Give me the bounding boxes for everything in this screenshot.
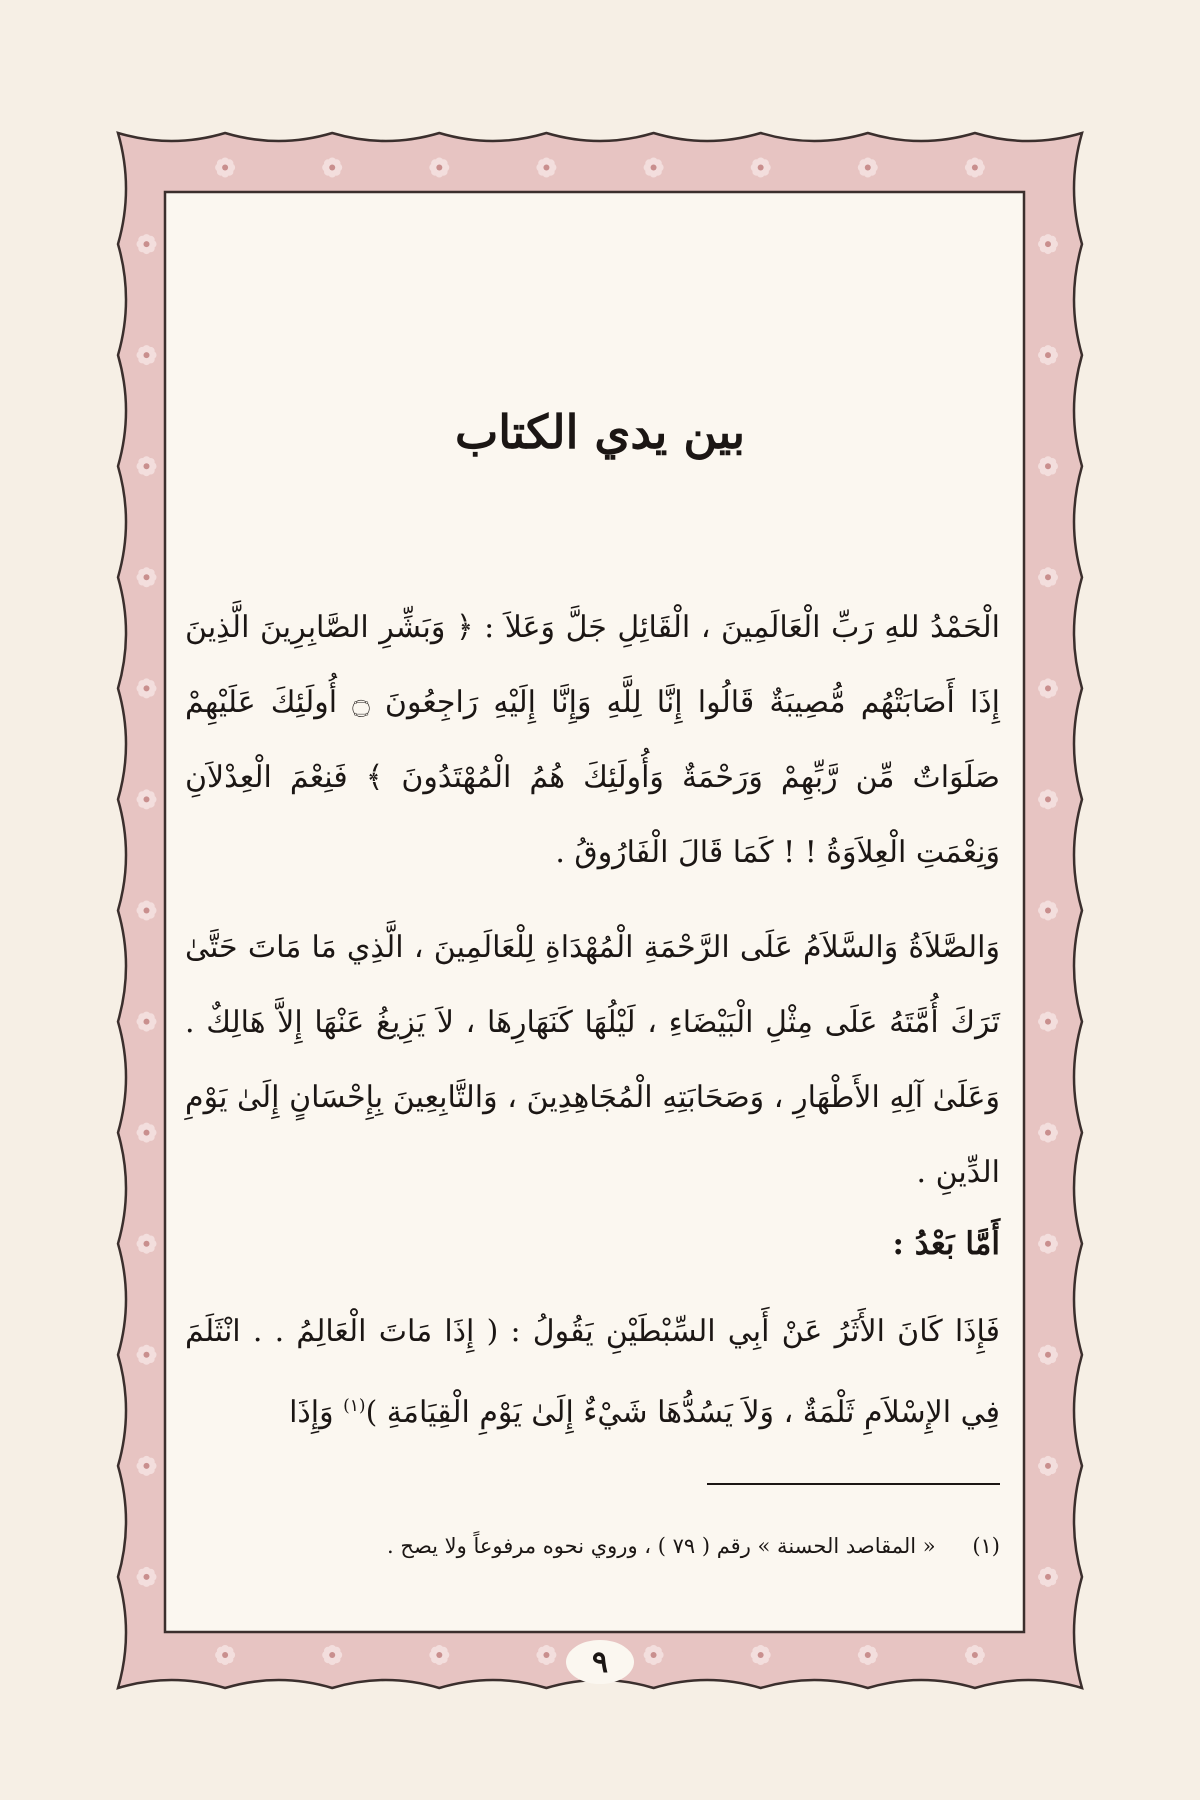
- page-title: بين يدي الكتاب: [454, 405, 746, 459]
- rosette-icon: [1038, 901, 1058, 921]
- rosette-icon: [215, 158, 235, 178]
- rosette-icon: [137, 1234, 157, 1254]
- rosette-icon: [137, 456, 157, 476]
- rosette-icon: [137, 567, 157, 587]
- rosette-icon: [751, 1645, 771, 1665]
- rosette-icon: [137, 1456, 157, 1476]
- footnote-divider: [707, 1483, 1000, 1485]
- rosette-icon: [536, 158, 556, 178]
- rosette-icon: [1038, 1012, 1058, 1032]
- rosette-icon: [1038, 1345, 1058, 1365]
- rosette-icon: [137, 234, 157, 254]
- rosette-icon: [1038, 1123, 1058, 1143]
- main-text: [185, 590, 1000, 1450]
- rosette-icon: [429, 1645, 449, 1665]
- rosette-icon: [1038, 1456, 1058, 1476]
- paragraph-athar-text: فَإِذَا كَانَ الأَثَرُ عَنْ أَبِي السِّبْطَيْنِ يَقُولُ : ( إِذَا مَاتَ الْعَالِمُ . . انْثَلَمَ فِي الإِسْلاَمِ ثَلْمَةٌ ، وَلاَ يَسُدُّهَا شَيْءٌ إِلَىٰ يَوْمِ الْقِيَامَةِ ): [185, 1314, 1000, 1430]
- rosette-icon: [1038, 234, 1058, 254]
- rosette-icon: [1038, 789, 1058, 809]
- paragraph-athar-continuation: وَإِذَا: [289, 1395, 344, 1430]
- rosette-icon: [1038, 456, 1058, 476]
- rosette-icon: [965, 1645, 985, 1665]
- rosette-icon: [322, 158, 342, 178]
- rosette-icon: [536, 1645, 556, 1665]
- footnote-text: « المقاصد الحسنة » رقم ( ٧٩ ) ، وروي نحوه مرفوعاً ولا يصح .: [387, 1534, 936, 1558]
- rosette-icon: [137, 1123, 157, 1143]
- rosette-icon: [644, 1645, 664, 1665]
- rosette-icon: [644, 158, 664, 178]
- rosette-icon: [858, 1645, 878, 1665]
- paragraph-salutation: وَالصَّلاَةُ وَالسَّلاَمُ عَلَى الرَّحْمَةِ الْمُهْدَاةِ لِلْعَالَمِينَ ، الَّذِي مَا مَاتَ حَتَّىٰ تَرَكَ أُمَّتَهُ عَلَى مِثْلِ الْبَيْضَاءِ ، لَيْلُهَا كَنَهَارِهَا ، لاَ يَزِيغُ عَنْهَا إِلاَّ هَالِكٌ . وَعَلَىٰ آلِهِ الأَطْهَارِ ، وَصَحَابَتِهِ الْمُجَاهِدِينَ ، وَالتَّابِعِينَ بِإِحْسَانٍ إِلَىٰ يَوْمِ الدِّينِ .: [185, 930, 1000, 1190]
- rosette-icon: [322, 1645, 342, 1665]
- section-heading: أَمَّا بَعْدُ :: [892, 1226, 1000, 1262]
- paragraph-praise: الْحَمْدُ للهِ رَبِّ الْعَالَمِينَ ، الْقَائِلِ جَلَّ وَعَلاَ : ﴿ وَبَشِّرِ الصَّابِرِينَ الَّذِينَ إِذَا أَصَابَتْهُم مُّصِيبَةٌ قَالُوا إِنَّا لِلَّهِ وَإِنَّا إِلَيْهِ رَاجِعُونَ ۝ أُولَئِكَ عَلَيْهِمْ صَلَوَاتٌ مِّن رَّبِّهِمْ وَرَحْمَةٌ وَأُولَئِكَ هُمُ الْمُهْتَدُونَ ﴾ فَنِعْمَ الْعِدْلاَنِ وَنِعْمَتِ الْعِلاَوَةُ ! ! كَمَا قَالَ الْفَارُوقُ .: [185, 610, 1000, 870]
- rosette-icon: [1038, 1234, 1058, 1254]
- rosette-icon: [137, 345, 157, 365]
- rosette-icon: [137, 1345, 157, 1365]
- footnote: [185, 1528, 1000, 1564]
- rosette-icon: [215, 1645, 235, 1665]
- rosette-icon: [965, 158, 985, 178]
- rosette-icon: [858, 158, 878, 178]
- rosette-icon: [137, 1567, 157, 1587]
- footnote-reference: (١): [343, 1396, 366, 1416]
- rosette-icon: [137, 678, 157, 698]
- rosette-icon: [137, 1012, 157, 1032]
- rosette-icon: [751, 158, 771, 178]
- paragraph-athar: [185, 1294, 1000, 1450]
- rosette-icon: [1038, 678, 1058, 698]
- page-number: ٩: [591, 1645, 609, 1680]
- footnote-number: (١): [972, 1534, 1000, 1558]
- rosette-icon: [137, 789, 157, 809]
- rosette-icon: [137, 901, 157, 921]
- rosette-icon: [1038, 345, 1058, 365]
- rosette-icon: [1038, 567, 1058, 587]
- rosette-icon: [429, 158, 449, 178]
- rosette-icon: [1038, 1567, 1058, 1587]
